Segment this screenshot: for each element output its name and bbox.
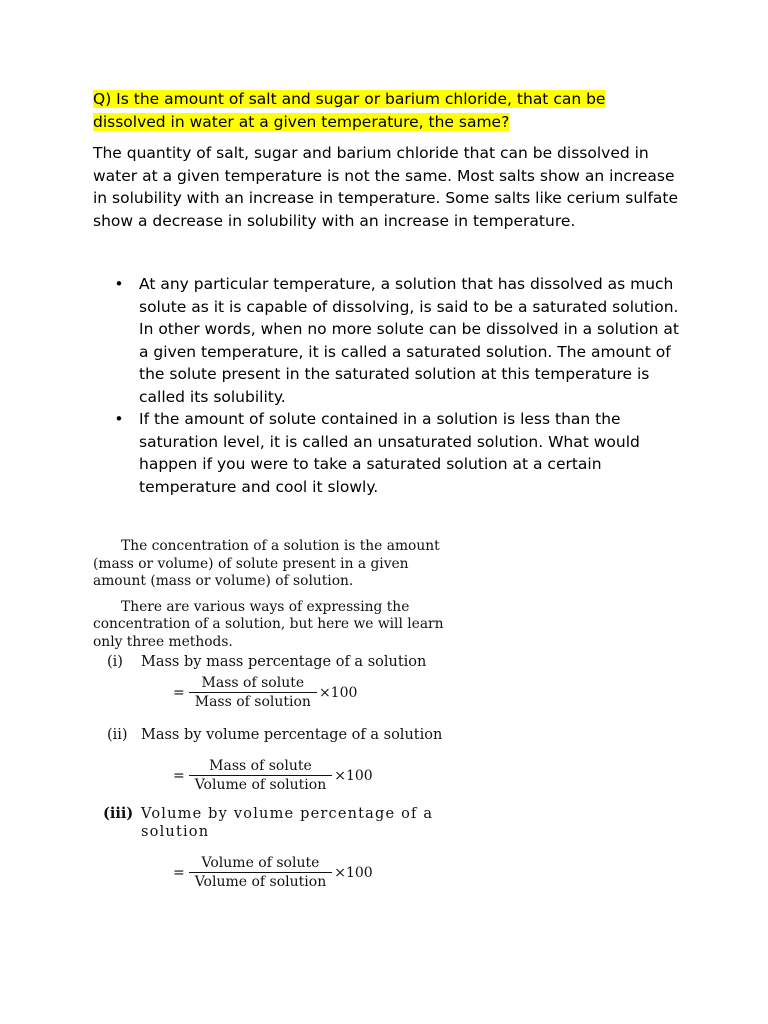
bullet-list — [93, 273, 683, 498]
method-title: Mass by volume percentage of a solution — [141, 727, 443, 743]
formula — [173, 675, 463, 710]
method-number: (ii) — [107, 727, 128, 743]
equals-sign: = — [173, 864, 185, 881]
bullet-text: At any particular temperature, a solution that has dissolved as much solute as it is capable of dissolving, is said to be a saturated solution. In other words, when no more solute can be dissolved in a solution at a given temperature, it is called a saturated solution. The amount of the solute present in the saturated solution at this temperature is called its solubility. — [139, 275, 679, 406]
fraction — [189, 675, 317, 710]
fraction-numerator: Volume of solute — [201, 855, 320, 871]
bullet-icon: • — [114, 410, 124, 428]
textbook-excerpt — [93, 538, 463, 890]
formula — [173, 855, 463, 890]
fraction-numerator: Mass of solute — [201, 675, 305, 691]
multiplier: ×100 — [334, 767, 373, 784]
bullet-text: If the amount of solute contained in a solution is less than the saturation level, it is called an unsaturated solution. What would happen if you were to take a saturated solution at a certain temperature and cool it slowly. — [139, 410, 640, 496]
answer-paragraph: The quantity of salt, sugar and barium chloride that can be dissolved in water at a given temperature is not the same. Most salts show an increase in solubility with an increase in temperature. Some salts like cerium sulfate show a decrease in solubility with an increase in temperature. — [93, 144, 679, 230]
method-title: Mass by mass percentage of a solution — [141, 654, 427, 670]
equals-sign: = — [173, 684, 185, 701]
methods-intro: There are various ways of expressing the concentration of a solution, but here we will learn only three methods. — [93, 598, 444, 650]
question-heading — [93, 88, 683, 133]
bullet-icon: • — [114, 275, 124, 293]
multiplier: ×100 — [318, 684, 358, 701]
fraction — [189, 855, 332, 890]
concentration-definition: The concentration of a solution is the amount (mass or volume) of solute present in a given amount (mass or volume) of solution. — [93, 538, 440, 589]
fraction-denominator: Volume of solution — [189, 775, 332, 793]
fraction — [189, 758, 332, 793]
method-title: Volume by volume percentage of a solution — [141, 806, 434, 840]
method-number: (iii) — [103, 805, 134, 822]
fraction-numerator: Mass of solute — [209, 758, 312, 774]
fraction-denominator: Mass of solution — [189, 692, 317, 710]
question-highlight: Q) Is the amount of salt and sugar or barium chloride, that can be dissolved in water at a given temperature, the same? — [93, 90, 606, 131]
method-item — [93, 653, 463, 671]
method-item — [93, 805, 463, 841]
list-item — [93, 408, 683, 498]
list-item — [93, 273, 683, 408]
method-item — [93, 726, 463, 744]
multiplier: ×100 — [334, 864, 373, 881]
formula — [173, 758, 463, 793]
method-number: (i) — [107, 654, 123, 670]
equals-sign: = — [173, 767, 185, 784]
fraction-denominator: Volume of solution — [189, 872, 332, 890]
